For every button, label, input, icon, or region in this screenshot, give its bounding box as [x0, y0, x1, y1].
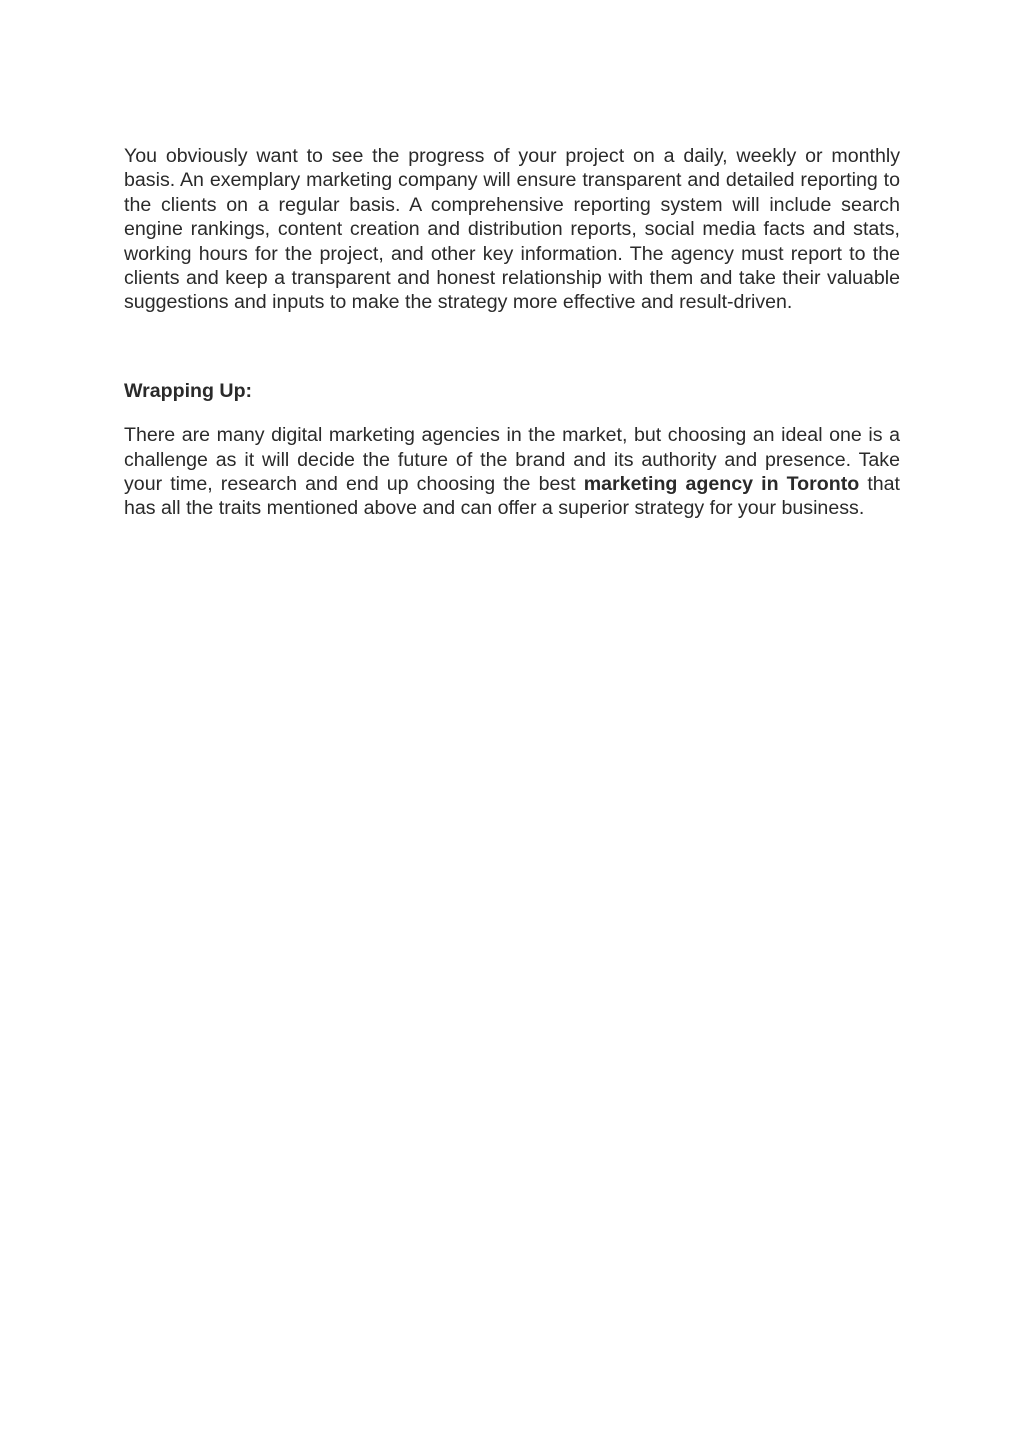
bold-keyword: marketing agency in Toronto [583, 473, 860, 496]
conclusion-paragraph [124, 423, 900, 521]
conclusion-text-before: There are many digital marketing agencies in the market, but choosing an ideal one is a challenge as it will decide the future of the brand and its authority and presence. Take your time, research and end up choosing the best [124, 424, 900, 496]
section-heading: Wrapping Up: [124, 379, 253, 402]
document-page [124, 144, 900, 521]
conclusion-text-after: that has all the traits mentioned above and can offer a superior strategy for your business. [124, 473, 900, 520]
reporting-paragraph: You obviously want to see the progress of your project on a daily, weekly or monthly basis. An exemplary marketing company will ensure transparent and detailed reporting to the clients on a regular basis. A comprehensive reporting system will include search engine rankings, content creation and distribution reports, social media facts and stats, working hours for the project, and other key information. The agency must report to the clients and keep a transparent and honest relationship with them and take their valuable suggestions and inputs to make the strategy more effective and result-driven. [124, 145, 900, 314]
